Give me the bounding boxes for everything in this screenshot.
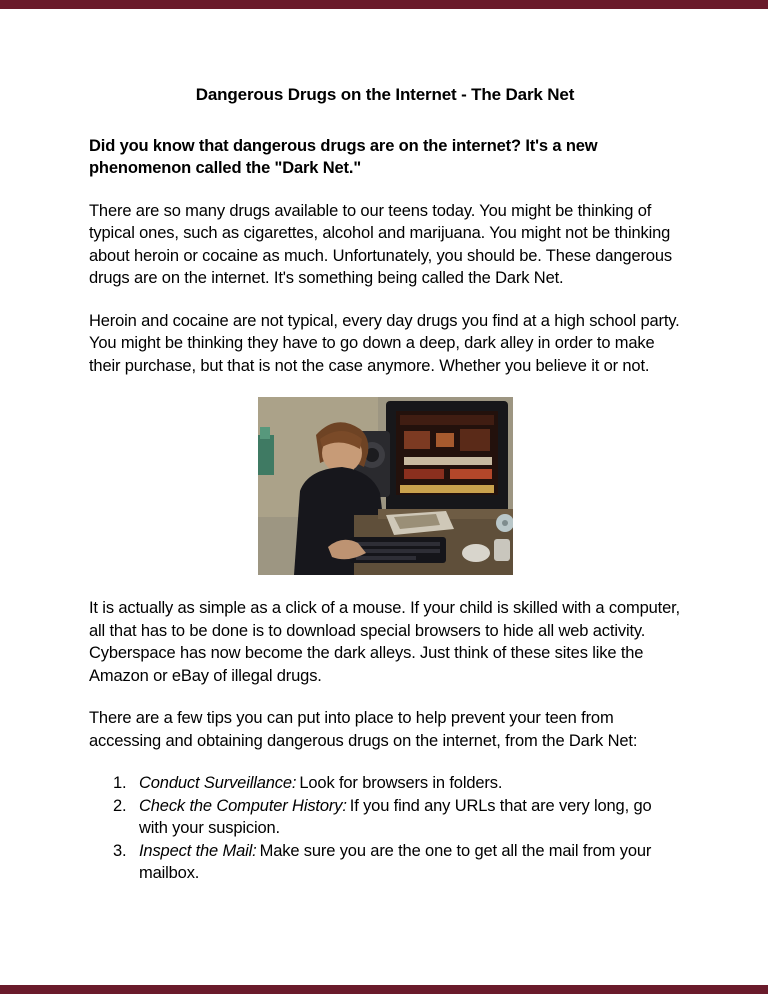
tip-body bbox=[139, 772, 681, 795]
tip-text: If you find any URLs that are very long, go with your suspicion. bbox=[139, 796, 652, 837]
bottom-accent-bar bbox=[0, 985, 768, 994]
tip-lead: Conduct Surveillance: bbox=[139, 774, 297, 792]
tip-item-inspect-mail bbox=[113, 840, 681, 885]
tip-lead: Inspect the Mail: bbox=[139, 841, 257, 860]
top-accent-bar bbox=[0, 0, 768, 9]
tip-number: 2. bbox=[113, 796, 127, 815]
tip-number: 1. bbox=[113, 774, 127, 792]
tip-number: 3. bbox=[113, 841, 127, 860]
photo-container bbox=[89, 397, 681, 575]
article-content bbox=[89, 84, 681, 885]
tip-body bbox=[139, 840, 681, 885]
tip-body bbox=[139, 795, 681, 840]
tip-text: Make sure you are the one to get all the mail from your mailbox. bbox=[139, 841, 652, 882]
tip-lead: Check the Computer History: bbox=[139, 796, 347, 815]
paragraph-heroin-cocaine: Heroin and cocaine are not typical, every day drugs you find at a high school party. You might be thinking they have to go down a deep, dark alley in order to make their purchase, but that is not the case anymore. Whether you believe it or not. bbox=[89, 311, 680, 375]
tip-text: Look for browsers in folders. bbox=[299, 774, 503, 792]
tip-item-computer-history bbox=[113, 795, 681, 840]
teen-at-computer-photo bbox=[258, 397, 513, 575]
tips-list bbox=[113, 772, 681, 885]
paragraph-tips-intro: There are a few tips you can put into place to help prevent your teen from accessing and obtaining dangerous drugs on the internet, from the Dark Net: bbox=[89, 709, 638, 750]
tip-item-surveillance bbox=[113, 772, 681, 795]
page-title: Dangerous Drugs on the Internet - The Dark Net bbox=[195, 85, 575, 104]
paragraph-click-of-mouse: It is actually as simple as a click of a mouse. If your child is skilled with a computer, all that has to be done is to download special browsers to hide all web activity. Cyberspace has now become the dark alleys. Just think of these sites like the Amazon or eBay of illegal drugs. bbox=[89, 599, 680, 685]
paragraph-drugs-available: There are so many drugs available to our teens today. You might be thinking of typical ones, such as cigarettes, alcohol and marijuana. You might not be thinking about heroin or cocaine as much. Unfortunately, you should be. These dangerous drugs are on the internet. It's something being called the Dark Net. bbox=[89, 201, 672, 287]
intro-paragraph: Did you know that dangerous drugs are on the internet? It's a new phenomenon called the "Dark Net." bbox=[89, 136, 598, 177]
